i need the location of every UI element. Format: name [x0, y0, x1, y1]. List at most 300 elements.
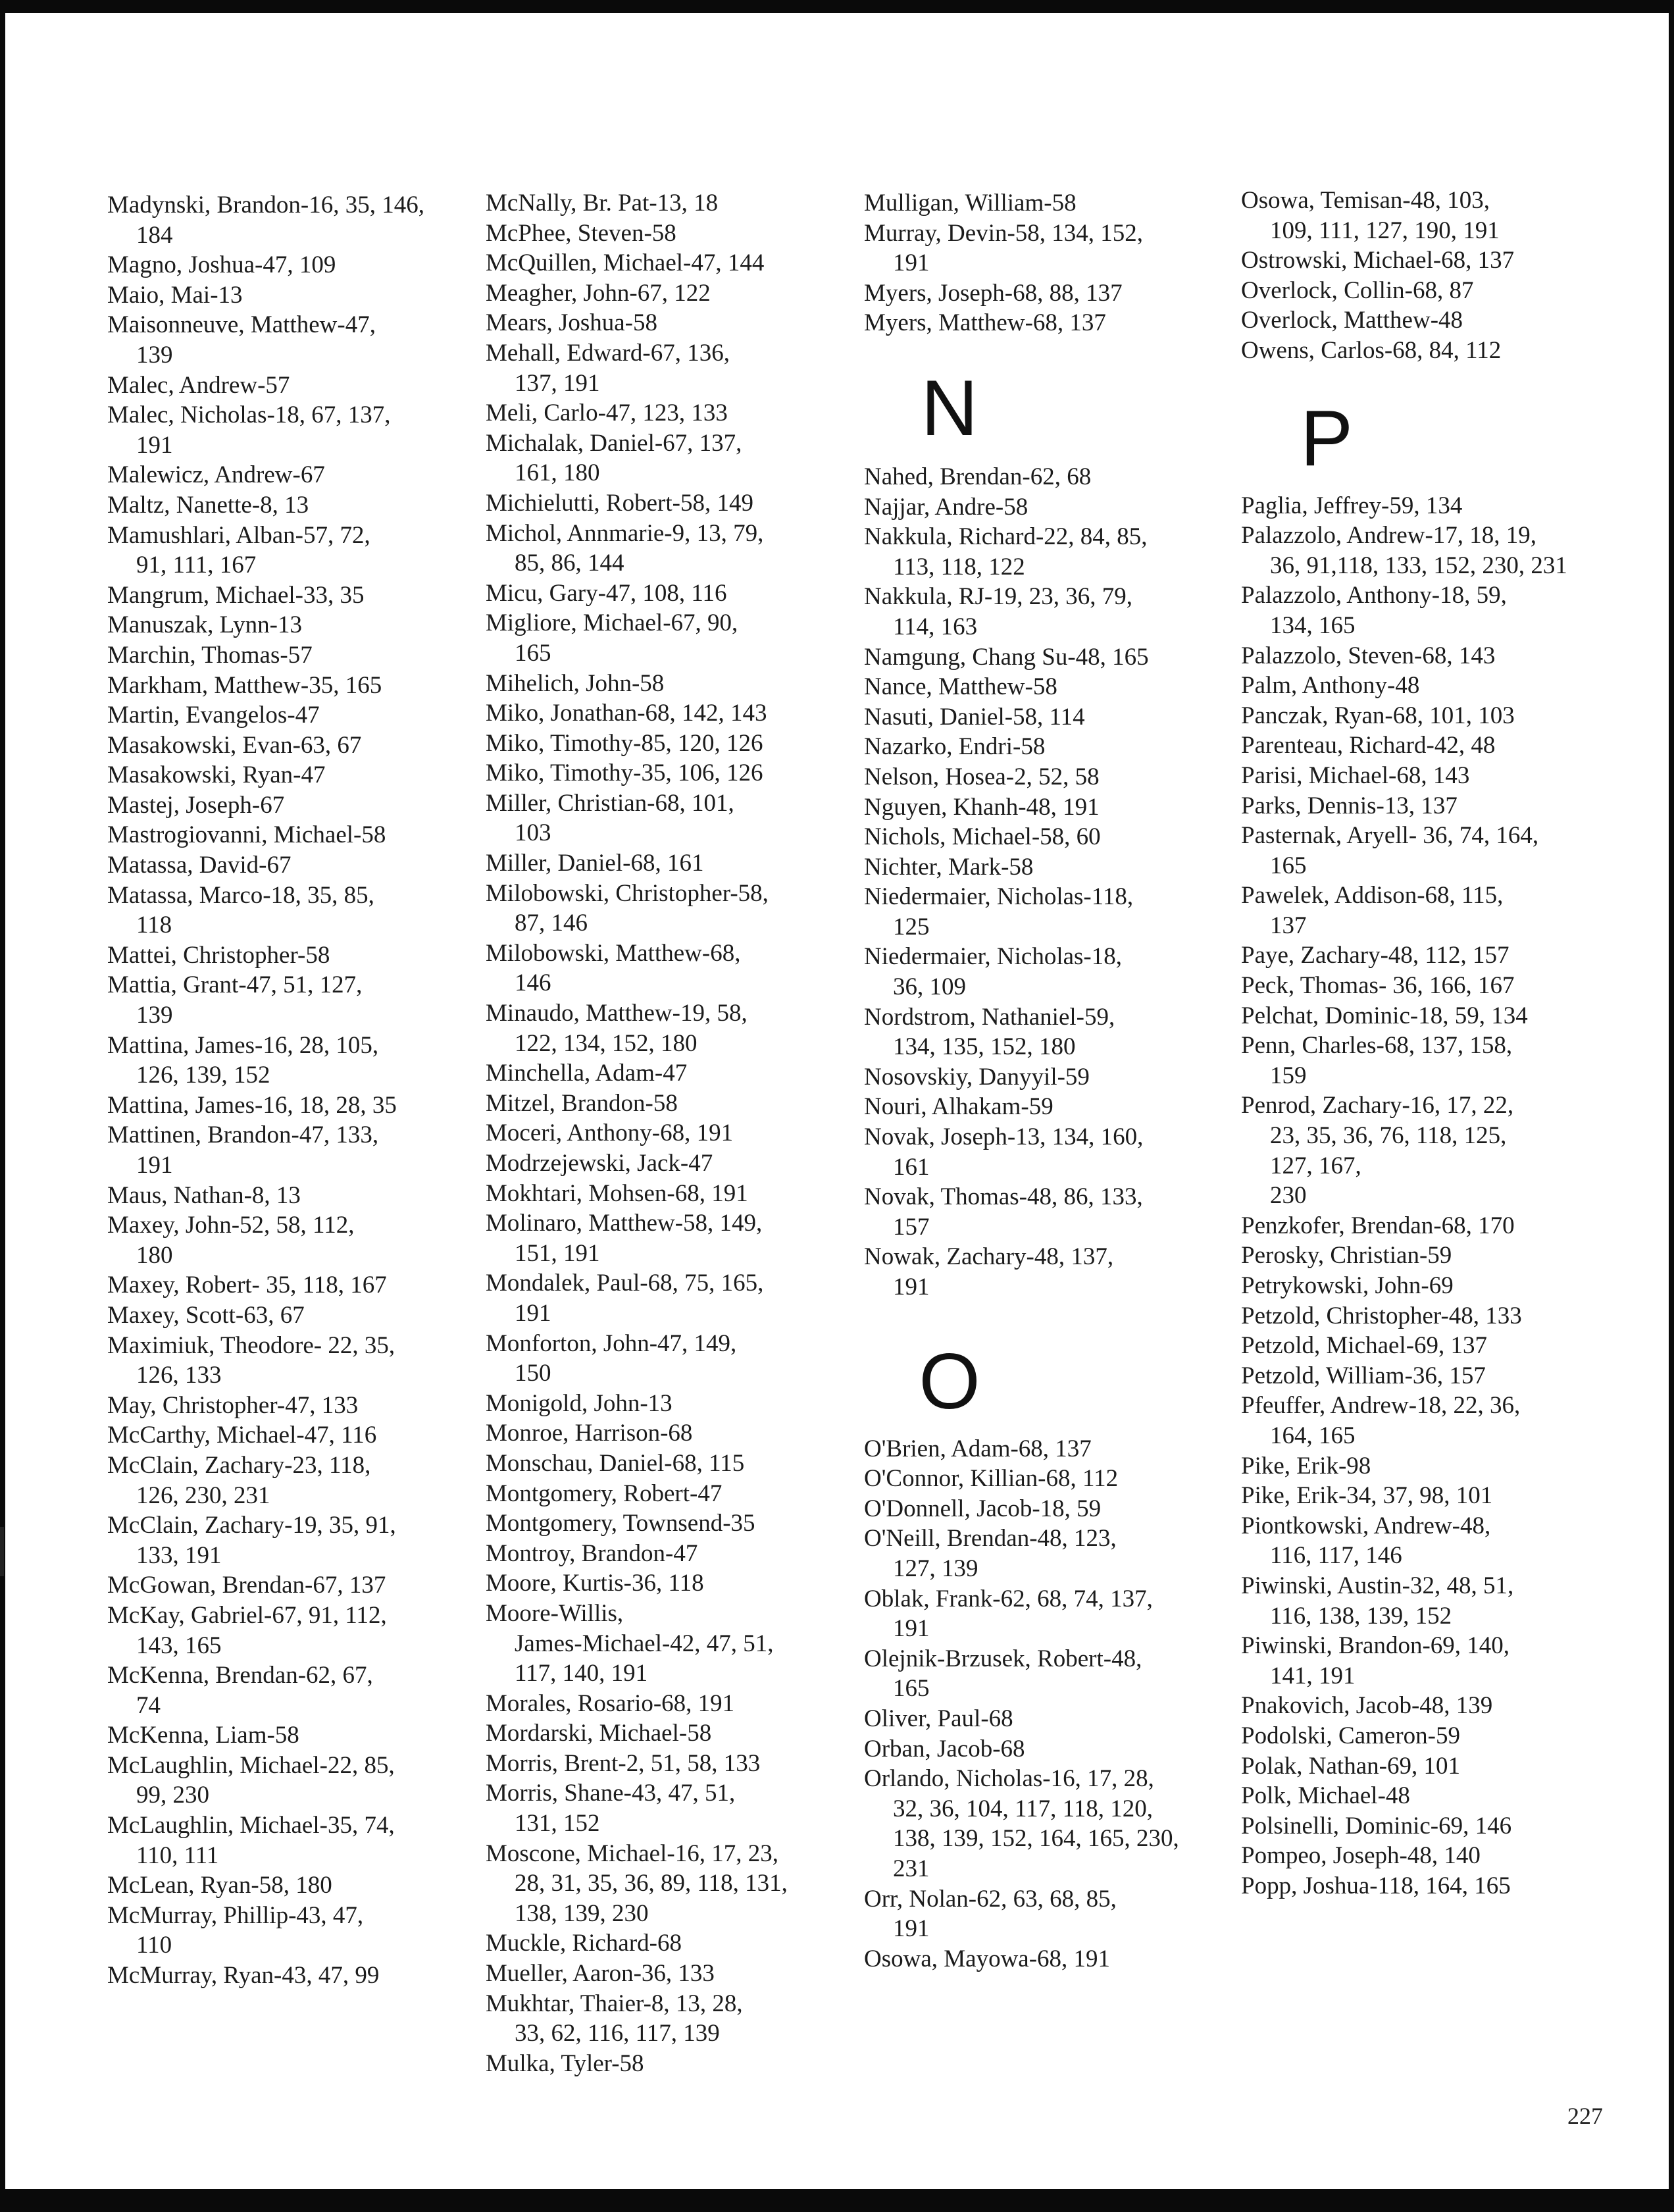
index-entry-continuation: 126, 139, 152	[136, 1062, 270, 1089]
index-entry	[486, 488, 854, 519]
index-entry-name: Mihelich, John-58	[486, 669, 665, 697]
index-entry-continuation: 231	[893, 1855, 930, 1882]
index-entry-name: Mamushlari, Alban-57, 72,	[107, 521, 370, 549]
index-entry-name: Muckle, Richard-68	[486, 1930, 682, 1957]
index-entry	[1241, 671, 1610, 701]
index-entry-continuation: 126, 133	[136, 1362, 222, 1389]
index-entry-name: Mangrum, Michael-33, 35	[107, 581, 365, 609]
index-entry	[1241, 821, 1610, 881]
index-entry-continuation: 28, 31, 35, 36, 89, 118, 131,	[515, 1870, 788, 1897]
index-entry	[107, 371, 476, 401]
index-entry	[1241, 641, 1610, 671]
index-entry-name: Nasuti, Daniel-58, 114	[864, 703, 1085, 731]
index-entry-name: Overlock, Collin-68, 87	[1241, 276, 1474, 304]
index-entry	[864, 762, 1232, 792]
index-entry	[107, 1901, 476, 1961]
index-entry-name: Nazarko, Endri-58	[864, 733, 1046, 761]
index-entry-name: Perosky, Christian-59	[1241, 1242, 1452, 1270]
index-entry-name: Nouri, Alhakam-59	[864, 1093, 1053, 1121]
index-entry-name: Piwinski, Austin-32, 48, 51,	[1241, 1572, 1514, 1599]
index-entry-name: Nakkula, Richard-22, 84, 85,	[864, 523, 1148, 551]
index-entry	[864, 219, 1232, 278]
index-entry	[107, 1300, 476, 1331]
index-entry	[486, 2049, 854, 2079]
index-entry-name: Manuszak, Lynn-13	[107, 611, 302, 639]
index-entry	[1241, 186, 1610, 245]
index-entry-name: Novak, Joseph-13, 134, 160,	[864, 1123, 1144, 1151]
index-entry-name: Osowa, Temisan-48, 103,	[1241, 187, 1490, 214]
index-entry-name: Migliore, Michael-67, 90,	[486, 609, 738, 637]
index-entry-name: Malec, Andrew-57	[107, 371, 290, 399]
index-entry	[864, 792, 1232, 823]
index-entry-name: Najjar, Andre-58	[864, 493, 1028, 521]
index-entry	[864, 1884, 1232, 1944]
index-entry-name: Parisi, Michael-68, 143	[1241, 761, 1470, 789]
index-entry	[864, 308, 1232, 338]
index-entry-name: Penn, Charles-68, 137, 158,	[1241, 1032, 1513, 1060]
index-entry-name: Malewicz, Andrew-67	[107, 461, 325, 489]
index-entry-name: McGowan, Brendan-67, 137	[107, 1572, 386, 1599]
index-entry-continuation: 133, 191	[136, 1541, 222, 1569]
index-entry-continuation: 230	[1270, 1182, 1307, 1210]
index-entry-name: Maio, Mai-13	[107, 281, 243, 309]
index-entry	[1241, 1751, 1610, 1782]
index-entry	[1241, 276, 1610, 306]
index-entry-name: Penrod, Zachary-16, 17, 22,	[1241, 1092, 1514, 1119]
index-entry	[486, 879, 854, 939]
index-entry-name: Petzold, Christopher-48, 133	[1241, 1302, 1522, 1329]
index-entry	[864, 1242, 1232, 1302]
index-entry	[486, 1959, 854, 1989]
index-entry-name: Myers, Joseph-68, 88, 137	[864, 279, 1123, 307]
index-entry-continuation: 146	[515, 969, 551, 997]
index-entry	[1241, 1481, 1610, 1511]
index-entry-name: Palazzolo, Andrew-17, 18, 19,	[1241, 522, 1537, 550]
index-entry	[1241, 1211, 1610, 1241]
index-entry	[1241, 245, 1610, 276]
index-entry	[107, 580, 476, 611]
index-entry	[1241, 731, 1610, 761]
index-entry	[107, 940, 476, 971]
index-entry-continuation: 191	[893, 1615, 930, 1643]
index-entry-name: Maximiuk, Theodore- 22, 35,	[107, 1331, 395, 1359]
index-entry	[864, 1002, 1232, 1062]
index-entry-continuation: 151, 191	[515, 1239, 600, 1267]
index-entry-continuation: 103	[515, 819, 551, 847]
index-entry-name: Minchella, Adam-47	[486, 1060, 688, 1087]
index-entry-name: Maxey, Robert- 35, 118, 167	[107, 1272, 387, 1299]
index-entry	[864, 942, 1232, 1002]
index-entry	[486, 848, 854, 879]
index-entry-continuation: 143, 165	[136, 1632, 222, 1659]
index-entry	[107, 610, 476, 640]
index-entry	[486, 608, 854, 668]
index-entry	[107, 1811, 476, 1870]
index-entry-continuation: 139	[136, 1002, 173, 1029]
index-entry	[1241, 336, 1610, 366]
index-entry-name: Nguyen, Khanh-48, 191	[864, 793, 1100, 821]
index-entry-continuation: 122, 134, 152, 180	[515, 1029, 698, 1057]
index-entry-continuation: 126, 230, 231	[136, 1481, 270, 1509]
index-entry-continuation: 134, 135, 152, 180	[893, 1033, 1076, 1061]
index-entry-continuation: 134, 165	[1270, 611, 1356, 639]
index-entry	[107, 700, 476, 731]
index-entry-name: Miller, Christian-68, 101,	[486, 789, 734, 817]
index-entry-name: O'Brien, Adam-68, 137	[864, 1435, 1092, 1462]
index-entry-name: Petzold, William-36, 157	[1241, 1362, 1486, 1389]
index-entry-continuation: 157	[893, 1213, 930, 1241]
index-entry	[107, 280, 476, 311]
index-entry	[486, 219, 854, 249]
index-entry-continuation: 191	[136, 431, 173, 459]
index-entry-continuation: 85, 86, 144	[515, 550, 624, 577]
index-entry-name: Michielutti, Robert-58, 149	[486, 489, 753, 517]
index-entry-continuation: 191	[136, 1152, 173, 1179]
index-entry-name: Podolski, Cameron-59	[1241, 1722, 1460, 1749]
index-entry-name: Mattei, Christopher-58	[107, 941, 330, 969]
index-entry-name: Milobowski, Christopher-58,	[486, 879, 769, 907]
index-entry-continuation: James-Michael-42, 47, 51,	[515, 1630, 774, 1657]
index-entry-name: Monschau, Daniel-68, 115	[486, 1449, 745, 1477]
index-entry-continuation: 117, 140, 191	[515, 1660, 648, 1687]
index-entry-continuation: 139	[136, 341, 173, 369]
index-entry	[1241, 1301, 1610, 1331]
index-entry-name: Parks, Dennis-13, 137	[1241, 792, 1458, 819]
index-entry	[864, 582, 1232, 642]
index-entry	[1241, 1781, 1610, 1811]
index-entry	[107, 250, 476, 280]
index-entry	[1241, 1841, 1610, 1871]
index-entry	[107, 671, 476, 701]
index-entry-name: Mehall, Edward-67, 136,	[486, 339, 730, 367]
index-entry	[486, 278, 854, 309]
index-entry-name: Monigold, John-13	[486, 1389, 672, 1417]
index-entry-name: Mueller, Aaron-36, 133	[486, 1960, 715, 1988]
index-entry-continuation: 23, 35, 36, 76, 118, 125,	[1270, 1122, 1507, 1150]
index-entry-continuation: 127, 167,	[1270, 1152, 1361, 1179]
index-entry-continuation: 191	[515, 1299, 551, 1327]
index-entry-name: Panczak, Ryan-68, 101, 103	[1241, 702, 1515, 729]
index-entry-name: Moore-Willis,	[486, 1599, 624, 1627]
index-entry-name: Osowa, Mayowa-68, 191	[864, 1945, 1111, 1972]
index-entry-continuation: 113, 118, 122	[893, 553, 1025, 580]
index-entry-continuation: 150	[515, 1360, 551, 1387]
index-entry	[864, 188, 1232, 219]
index-entry-continuation: 87, 146	[515, 910, 588, 937]
index-entry-name: Malec, Nicholas-18, 67, 137,	[107, 401, 391, 429]
index-entry-name: Mastrogiovanni, Michael-58	[107, 821, 386, 849]
index-entry-continuation: 125	[893, 913, 930, 940]
index-entry-name: Meli, Carlo-47, 123, 133	[486, 399, 728, 427]
index-entry	[1241, 1331, 1610, 1361]
index-entry-name: McLaughlin, Michael-35, 74,	[107, 1812, 395, 1839]
index-entry-name: Petzold, Michael-69, 137	[1241, 1332, 1488, 1360]
index-entry	[486, 1508, 854, 1539]
index-entry-continuation: 138, 139, 230	[515, 1899, 649, 1927]
index-entry-name: Oblak, Frank-62, 68, 74, 137,	[864, 1585, 1153, 1612]
index-entry	[864, 1944, 1232, 1974]
index-entry-name: Mondalek, Paul-68, 75, 165,	[486, 1270, 764, 1297]
index-entry	[107, 310, 476, 370]
index-entry-name: Pawelek, Addison-68, 115,	[1241, 882, 1504, 910]
index-entry	[107, 490, 476, 521]
index-entry	[486, 1928, 854, 1959]
index-entry-continuation: 141, 191	[1270, 1662, 1356, 1689]
index-entry-name: Minaudo, Matthew-19, 58,	[486, 1000, 748, 1027]
index-entry-name: Parenteau, Richard-42, 48	[1241, 732, 1496, 759]
index-entry-name: Nance, Matthew-58	[864, 673, 1057, 701]
index-entry	[1241, 940, 1610, 971]
index-entry	[107, 881, 476, 940]
index-entry-name: Miko, Timothy-85, 120, 126	[486, 729, 763, 757]
index-entry-name: Piwinski, Brandon-69, 140,	[1241, 1632, 1510, 1660]
index-entry-name: McKenna, Brendan-62, 67,	[107, 1662, 373, 1689]
index-entry	[1241, 1391, 1610, 1451]
index-entry-name: McClain, Zachary-19, 35, 91,	[107, 1512, 396, 1539]
index-entry	[486, 1329, 854, 1389]
index-entry-name: Molinaro, Matthew-58, 149,	[486, 1210, 763, 1237]
index-entry-name: Morris, Brent-2, 51, 58, 133	[486, 1749, 761, 1777]
index-entry	[486, 1479, 854, 1509]
index-entry-name: Pike, Erik-34, 37, 98, 101	[1241, 1482, 1493, 1510]
index-entry	[864, 1092, 1232, 1122]
index-entry	[107, 1601, 476, 1660]
index-entry-name: Mordarski, Michael-58	[486, 1720, 712, 1747]
index-entry-name: Palm, Anthony-48	[1241, 672, 1420, 700]
index-entry-name: Petrykowski, John-69	[1241, 1272, 1454, 1299]
index-entry-name: Milobowski, Matthew-68,	[486, 939, 741, 967]
index-entry	[864, 732, 1232, 762]
index-entry	[107, 521, 476, 580]
index-entry-name: Nowak, Zachary-48, 137,	[864, 1243, 1114, 1271]
index-column-3	[864, 188, 1232, 1974]
index-entry-name: Nelson, Hosea-2, 52, 58	[864, 763, 1100, 790]
index-entry-name: Masakowski, Ryan-47	[107, 761, 326, 789]
index-entry-name: McKay, Gabriel-67, 91, 112,	[107, 1601, 387, 1629]
index-entry	[1241, 1001, 1610, 1031]
index-entry-name: Pfeuffer, Andrew-18, 22, 36,	[1241, 1392, 1521, 1420]
index-entry-name: Niedermaier, Nicholas-118,	[864, 883, 1134, 911]
index-page	[5, 13, 1669, 2189]
index-entry	[864, 822, 1232, 852]
index-entry-continuation: 137	[1270, 912, 1307, 939]
index-entry	[107, 1331, 476, 1391]
index-entry-continuation: 191	[893, 1915, 930, 1943]
index-entry-name: Orlando, Nicholas-16, 17, 28,	[864, 1765, 1154, 1793]
index-entry	[864, 1182, 1232, 1242]
index-entry-name: Nahed, Brendan-62, 68	[864, 463, 1092, 490]
index-entry	[864, 882, 1232, 942]
section-letter-n: N	[921, 363, 978, 452]
index-entry	[486, 1058, 854, 1089]
index-entry-name: Mukhtar, Thaier-8, 13, 28,	[486, 1990, 743, 2017]
index-entry	[486, 248, 854, 278]
index-entry-name: Maxey, John-52, 58, 112,	[107, 1212, 355, 1239]
index-column-4	[1241, 186, 1610, 1901]
index-entry-continuation: 99, 230	[136, 1782, 209, 1809]
index-entry-name: Popp, Joshua-118, 164, 165	[1241, 1872, 1511, 1899]
index-entry-name: Martin, Evangelos-47	[107, 702, 320, 729]
index-entry	[864, 852, 1232, 883]
index-entry-continuation: 165	[1270, 852, 1307, 879]
index-entry	[486, 788, 854, 848]
index-entry	[864, 1464, 1232, 1494]
index-entry	[107, 970, 476, 1030]
index-entry-name: Nosovskiy, Danyyil-59	[864, 1063, 1090, 1091]
index-entry-name: Mitzel, Brandon-58	[486, 1089, 678, 1117]
index-entry-name: Mattia, Grant-47, 51, 127,	[107, 971, 363, 999]
index-entry	[107, 1720, 476, 1751]
index-entry	[864, 1764, 1232, 1884]
index-entry-name: Montgomery, Robert-47	[486, 1479, 723, 1507]
index-entry	[486, 1118, 854, 1148]
index-entry-name: Nakkula, RJ-19, 23, 36, 79,	[864, 583, 1132, 611]
index-entry	[864, 278, 1232, 309]
index-entry-name: Moceri, Anthony-68, 191	[486, 1119, 734, 1147]
index-entry	[1241, 701, 1610, 731]
index-entry-continuation: 110	[136, 1932, 172, 1959]
index-entry	[864, 1122, 1232, 1182]
index-entry-name: O'Connor, Killian-68, 112	[864, 1465, 1119, 1493]
section-letter-o: O	[919, 1337, 980, 1426]
index-entry-name: McKenna, Liam-58	[107, 1722, 299, 1749]
index-entry-continuation: 127, 139	[893, 1555, 978, 1582]
index-entry	[1241, 1091, 1610, 1210]
index-entry-name: O'Neill, Brendan-48, 123,	[864, 1525, 1117, 1553]
index-entry-name: Overlock, Matthew-48	[1241, 307, 1463, 334]
index-entry	[486, 338, 854, 398]
index-entry	[486, 1989, 854, 2049]
index-entry	[1241, 1451, 1610, 1481]
index-entry-continuation: 165	[515, 639, 551, 667]
index-entry	[486, 1268, 854, 1328]
index-entry-name: Montgomery, Townsend-35	[486, 1510, 755, 1537]
index-entry-name: Morris, Shane-43, 47, 51,	[486, 1780, 736, 1807]
index-entry	[486, 1418, 854, 1449]
index-entry	[1241, 761, 1610, 791]
index-entry	[1241, 1271, 1610, 1301]
index-entry-name: Mokhtari, Mohsen-68, 191	[486, 1179, 748, 1207]
index-entry-continuation: 36, 109	[893, 973, 966, 1001]
index-entry	[486, 1568, 854, 1599]
index-entry-continuation: 191	[893, 1273, 930, 1300]
index-entry-name: Novak, Thomas-48, 86, 133,	[864, 1183, 1143, 1211]
index-entry-name: Matassa, David-67	[107, 852, 292, 879]
index-entry	[864, 522, 1232, 582]
index-entry	[486, 729, 854, 759]
index-entry	[486, 1599, 854, 1689]
index-entry	[107, 1120, 476, 1180]
index-entry-name: McQuillen, Michael-47, 144	[486, 249, 765, 277]
index-entry-name: Morales, Rosario-68, 191	[486, 1689, 735, 1717]
index-entry	[486, 1839, 854, 1929]
index-entry-name: Pnakovich, Jacob-48, 139	[1241, 1692, 1493, 1720]
index-entry-name: McLaughlin, Michael-22, 85,	[107, 1751, 395, 1779]
index-entry	[1241, 521, 1610, 580]
index-entry	[864, 1644, 1232, 1704]
index-entry-name: Nichols, Michael-58, 60	[864, 823, 1101, 851]
index-entry	[486, 1539, 854, 1569]
index-entry-name: Piontkowski, Andrew-48,	[1241, 1512, 1491, 1539]
index-entry	[486, 1718, 854, 1749]
index-entry-name: Paglia, Jeffrey-59, 134	[1241, 492, 1463, 519]
index-entry-name: Markham, Matthew-35, 165	[107, 671, 382, 699]
index-entry-continuation: 161	[893, 1153, 930, 1181]
index-entry-name: Ostrowski, Michael-68, 137	[1241, 247, 1515, 274]
index-entry-continuation: 161, 180	[515, 459, 600, 487]
index-entry	[107, 1210, 476, 1270]
index-entry-continuation: 184	[136, 221, 173, 249]
index-entry	[486, 698, 854, 729]
index-entry	[107, 1391, 476, 1421]
index-entry	[486, 428, 854, 488]
index-entry	[486, 308, 854, 338]
index-entry-name: Modrzejewski, Jack-47	[486, 1150, 713, 1177]
index-entry-name: Miller, Daniel-68, 161	[486, 850, 704, 877]
index-entry-name: Polk, Michael-48	[1241, 1782, 1410, 1810]
index-entry-continuation: 138, 139, 152, 164, 165, 230,	[893, 1825, 1179, 1853]
index-entry-continuation: 180	[136, 1241, 173, 1269]
index-entry-name: Maltz, Nanette-8, 13	[107, 491, 309, 519]
index-entry-name: Myers, Matthew-68, 137	[864, 309, 1106, 337]
index-entry-name: Palazzolo, Steven-68, 143	[1241, 642, 1496, 669]
index-entry	[107, 1181, 476, 1211]
index-entry-name: Montroy, Brandon-47	[486, 1539, 698, 1567]
index-entry	[107, 1570, 476, 1601]
index-entry-continuation: 110, 111	[136, 1841, 219, 1869]
index-entry-name: Maus, Nathan-8, 13	[107, 1181, 301, 1209]
index-entry-name: Oliver, Paul-68	[864, 1705, 1013, 1732]
index-entry-continuation: 116, 117, 146	[1270, 1542, 1402, 1570]
index-entry	[486, 519, 854, 579]
index-entry-name: Nichter, Mark-58	[864, 853, 1034, 881]
index-entry	[486, 1179, 854, 1209]
index-entry	[486, 398, 854, 428]
index-entry	[107, 1660, 476, 1720]
index-entry	[1241, 1811, 1610, 1841]
index-entry-name: Palazzolo, Anthony-18, 59,	[1241, 582, 1507, 609]
index-entry	[1241, 305, 1610, 336]
index-entry-name: Mattina, James-16, 18, 28, 35	[107, 1091, 397, 1119]
index-entry-continuation: 116, 138, 139, 152	[1270, 1602, 1452, 1630]
index-entry-name: Orr, Nolan-62, 63, 68, 85,	[864, 1885, 1117, 1913]
index-entry-name: McClain, Zachary-23, 118,	[107, 1451, 371, 1479]
index-entry-name: McCarthy, Michael-47, 116	[107, 1422, 377, 1449]
index-entry-name: Meagher, John-67, 122	[486, 279, 711, 307]
index-entry	[1241, 881, 1610, 940]
index-entry	[486, 1749, 854, 1779]
index-entry-continuation: 137, 191	[515, 369, 600, 397]
index-entry	[1241, 1721, 1610, 1751]
index-entry	[107, 640, 476, 671]
section-letter-p: P	[1300, 394, 1354, 482]
index-entry-name: Maisonneuve, Matthew-47,	[107, 311, 376, 339]
index-entry-name: Moscone, Michael-16, 17, 23,	[486, 1839, 778, 1867]
index-entry-name: Moore, Kurtis-36, 118	[486, 1570, 704, 1597]
index-entry	[486, 1689, 854, 1719]
index-column-2	[486, 188, 854, 2078]
index-entry-continuation: 114, 163	[893, 613, 978, 640]
index-entry-name: Matassa, Marco-18, 35, 85,	[107, 881, 374, 909]
index-entry-name: Monroe, Harrison-68	[486, 1420, 693, 1447]
index-entry-continuation: 74	[136, 1691, 161, 1719]
index-entry-name: Namgung, Chang Su-48, 165	[864, 643, 1149, 671]
index-entry-name: Owens, Carlos-68, 84, 112	[1241, 336, 1502, 364]
index-entry-name: Micu, Gary-47, 108, 116	[486, 579, 727, 607]
index-entry-name: Nordstrom, Nathaniel-59,	[864, 1003, 1115, 1031]
index-entry	[864, 642, 1232, 673]
index-entry-name: Mears, Joshua-58	[486, 309, 658, 337]
